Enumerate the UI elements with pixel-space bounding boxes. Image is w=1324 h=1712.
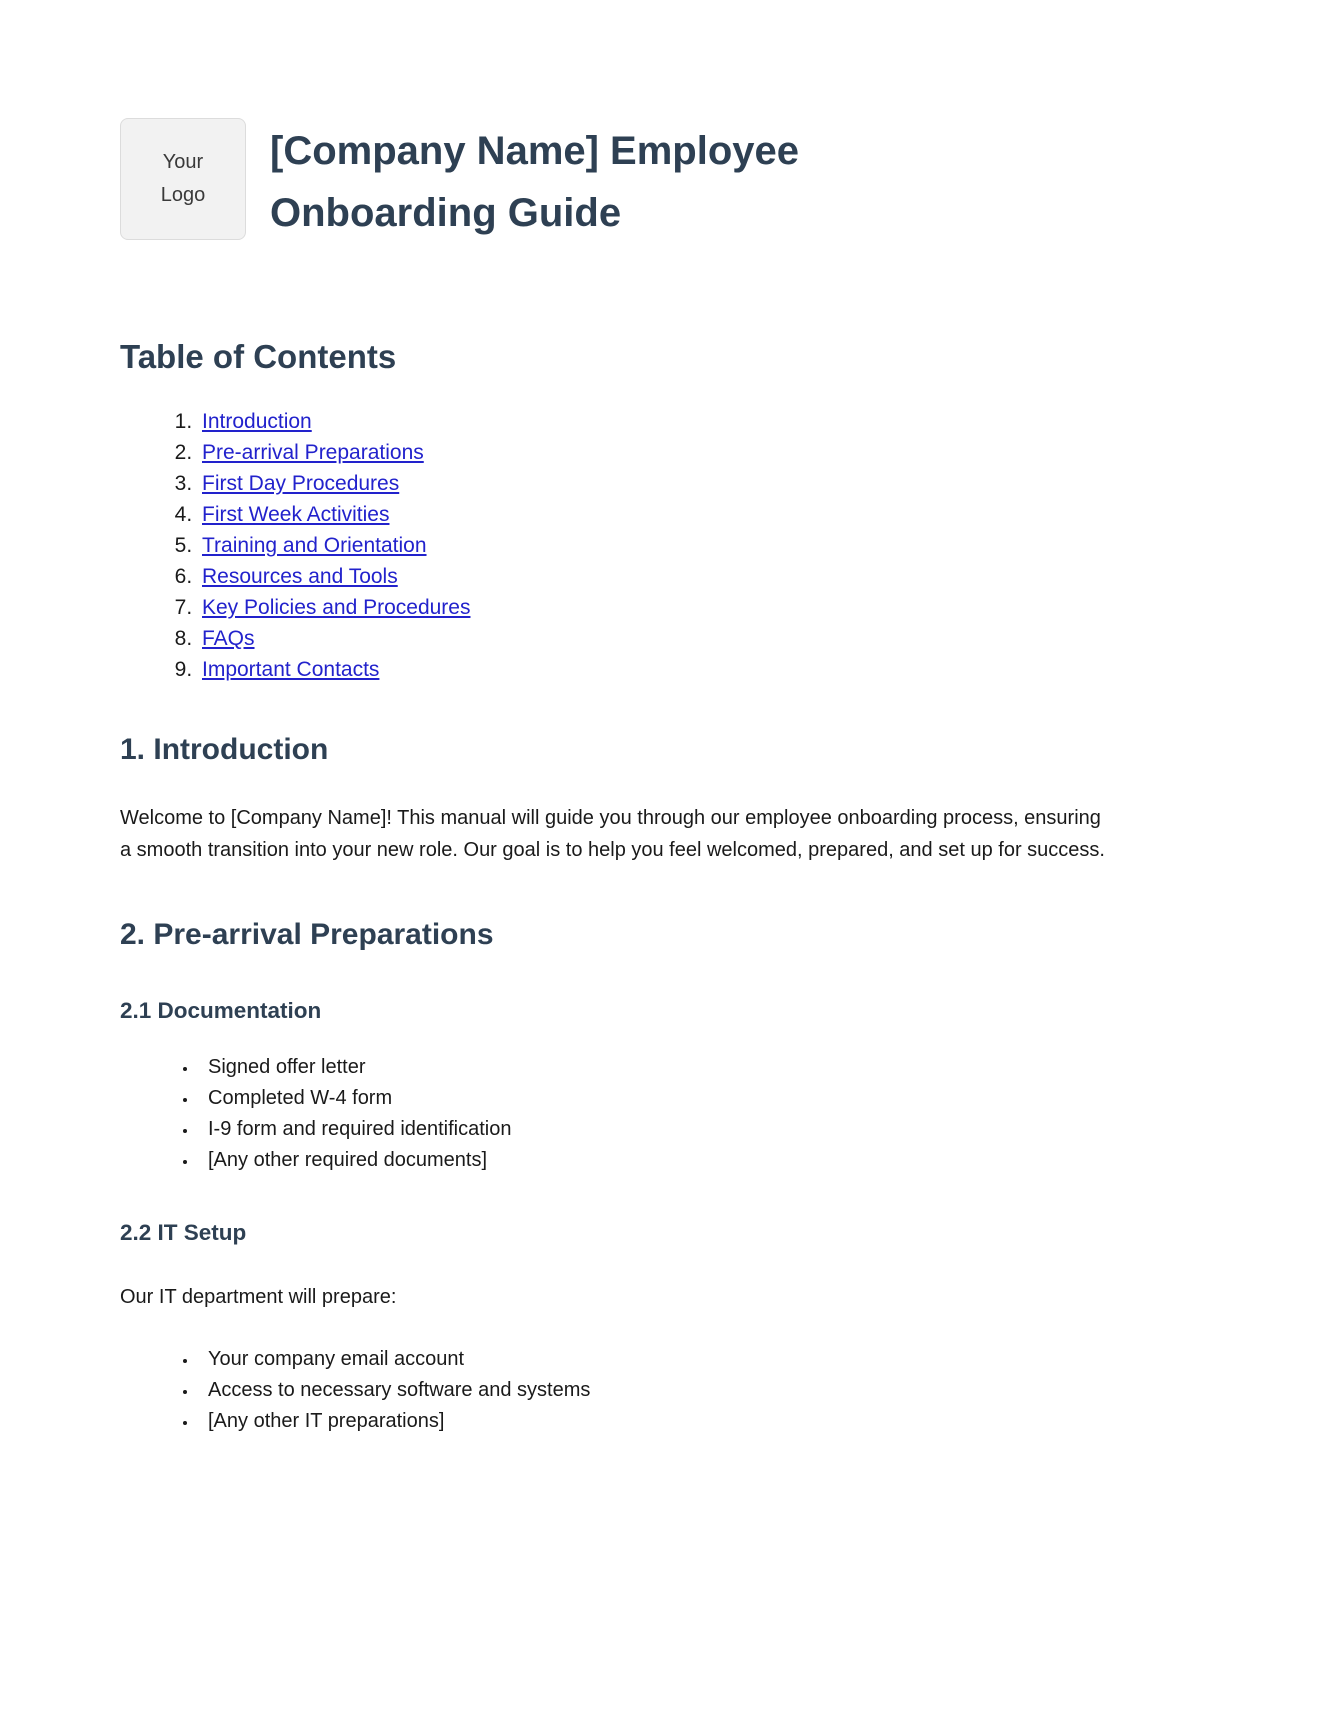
- toc-item: [198, 406, 1204, 437]
- list-item: • Access to necessary software and systems: [198, 1375, 1204, 1406]
- toc-item: [198, 623, 1204, 654]
- list-item: • I-9 form and required identification: [198, 1114, 1204, 1145]
- toc-link-training-and-orientation[interactable]: Training and Orientation: [202, 534, 427, 557]
- toc-list: [120, 406, 1204, 685]
- toc-link-key-policies-and-procedures[interactable]: Key Policies and Procedures: [202, 596, 471, 619]
- toc-item: [198, 654, 1204, 685]
- toc-link-first-day-procedures[interactable]: First Day Procedures: [202, 472, 400, 495]
- section-heading-pre-arrival: 2. Pre-arrival Preparations: [120, 918, 494, 951]
- document-title: [Company Name] Employee Onboarding Guide: [270, 129, 800, 235]
- toc-link-important-contacts[interactable]: Important Contacts: [202, 658, 380, 681]
- toc-link-pre-arrival-preparations[interactable]: Pre-arrival Preparations: [202, 441, 424, 464]
- toc-item: [198, 499, 1204, 530]
- document-header: [120, 118, 1204, 244]
- documentation-bullet-list: [120, 1052, 1204, 1176]
- list-item: • [Any other required documents]: [198, 1145, 1204, 1176]
- toc-item: [198, 530, 1204, 561]
- section-heading-introduction: 1. Introduction: [120, 733, 329, 766]
- toc-link-resources-and-tools[interactable]: Resources and Tools: [202, 565, 398, 588]
- logo-text-line1: Your: [162, 151, 204, 173]
- toc-heading: Table of Contents: [120, 338, 397, 375]
- toc-link-faqs[interactable]: FAQs: [202, 627, 255, 650]
- logo-placeholder: [120, 118, 246, 240]
- list-item: • Signed offer letter: [198, 1052, 1204, 1083]
- introduction-paragraph: Welcome to [Company Name]! This manual will guide you through our employee onboarding process, ensuring a smooth transition into your new role. Our goal is to help you feel welcomed, prepared, and set up for success.: [120, 807, 1105, 861]
- list-item: • [Any other IT preparations]: [198, 1406, 1204, 1437]
- toc-link-introduction[interactable]: Introduction: [202, 410, 312, 433]
- toc-item: [198, 437, 1204, 468]
- sub-heading-it-setup: 2.2 IT Setup: [120, 1220, 247, 1245]
- logo-text-line2: Logo: [160, 184, 206, 206]
- toc-item: [198, 592, 1204, 623]
- toc-item: [198, 468, 1204, 499]
- it-setup-bullet-list: [120, 1344, 1204, 1437]
- list-item: • Completed W-4 form: [198, 1083, 1204, 1114]
- sub-heading-documentation: 2.1 Documentation: [120, 998, 322, 1023]
- list-item: • Your company email account: [198, 1344, 1204, 1375]
- it-setup-lead: Our IT department will prepare:: [120, 1286, 397, 1308]
- toc-item: [198, 561, 1204, 592]
- toc-link-first-week-activities[interactable]: First Week Activities: [202, 503, 390, 526]
